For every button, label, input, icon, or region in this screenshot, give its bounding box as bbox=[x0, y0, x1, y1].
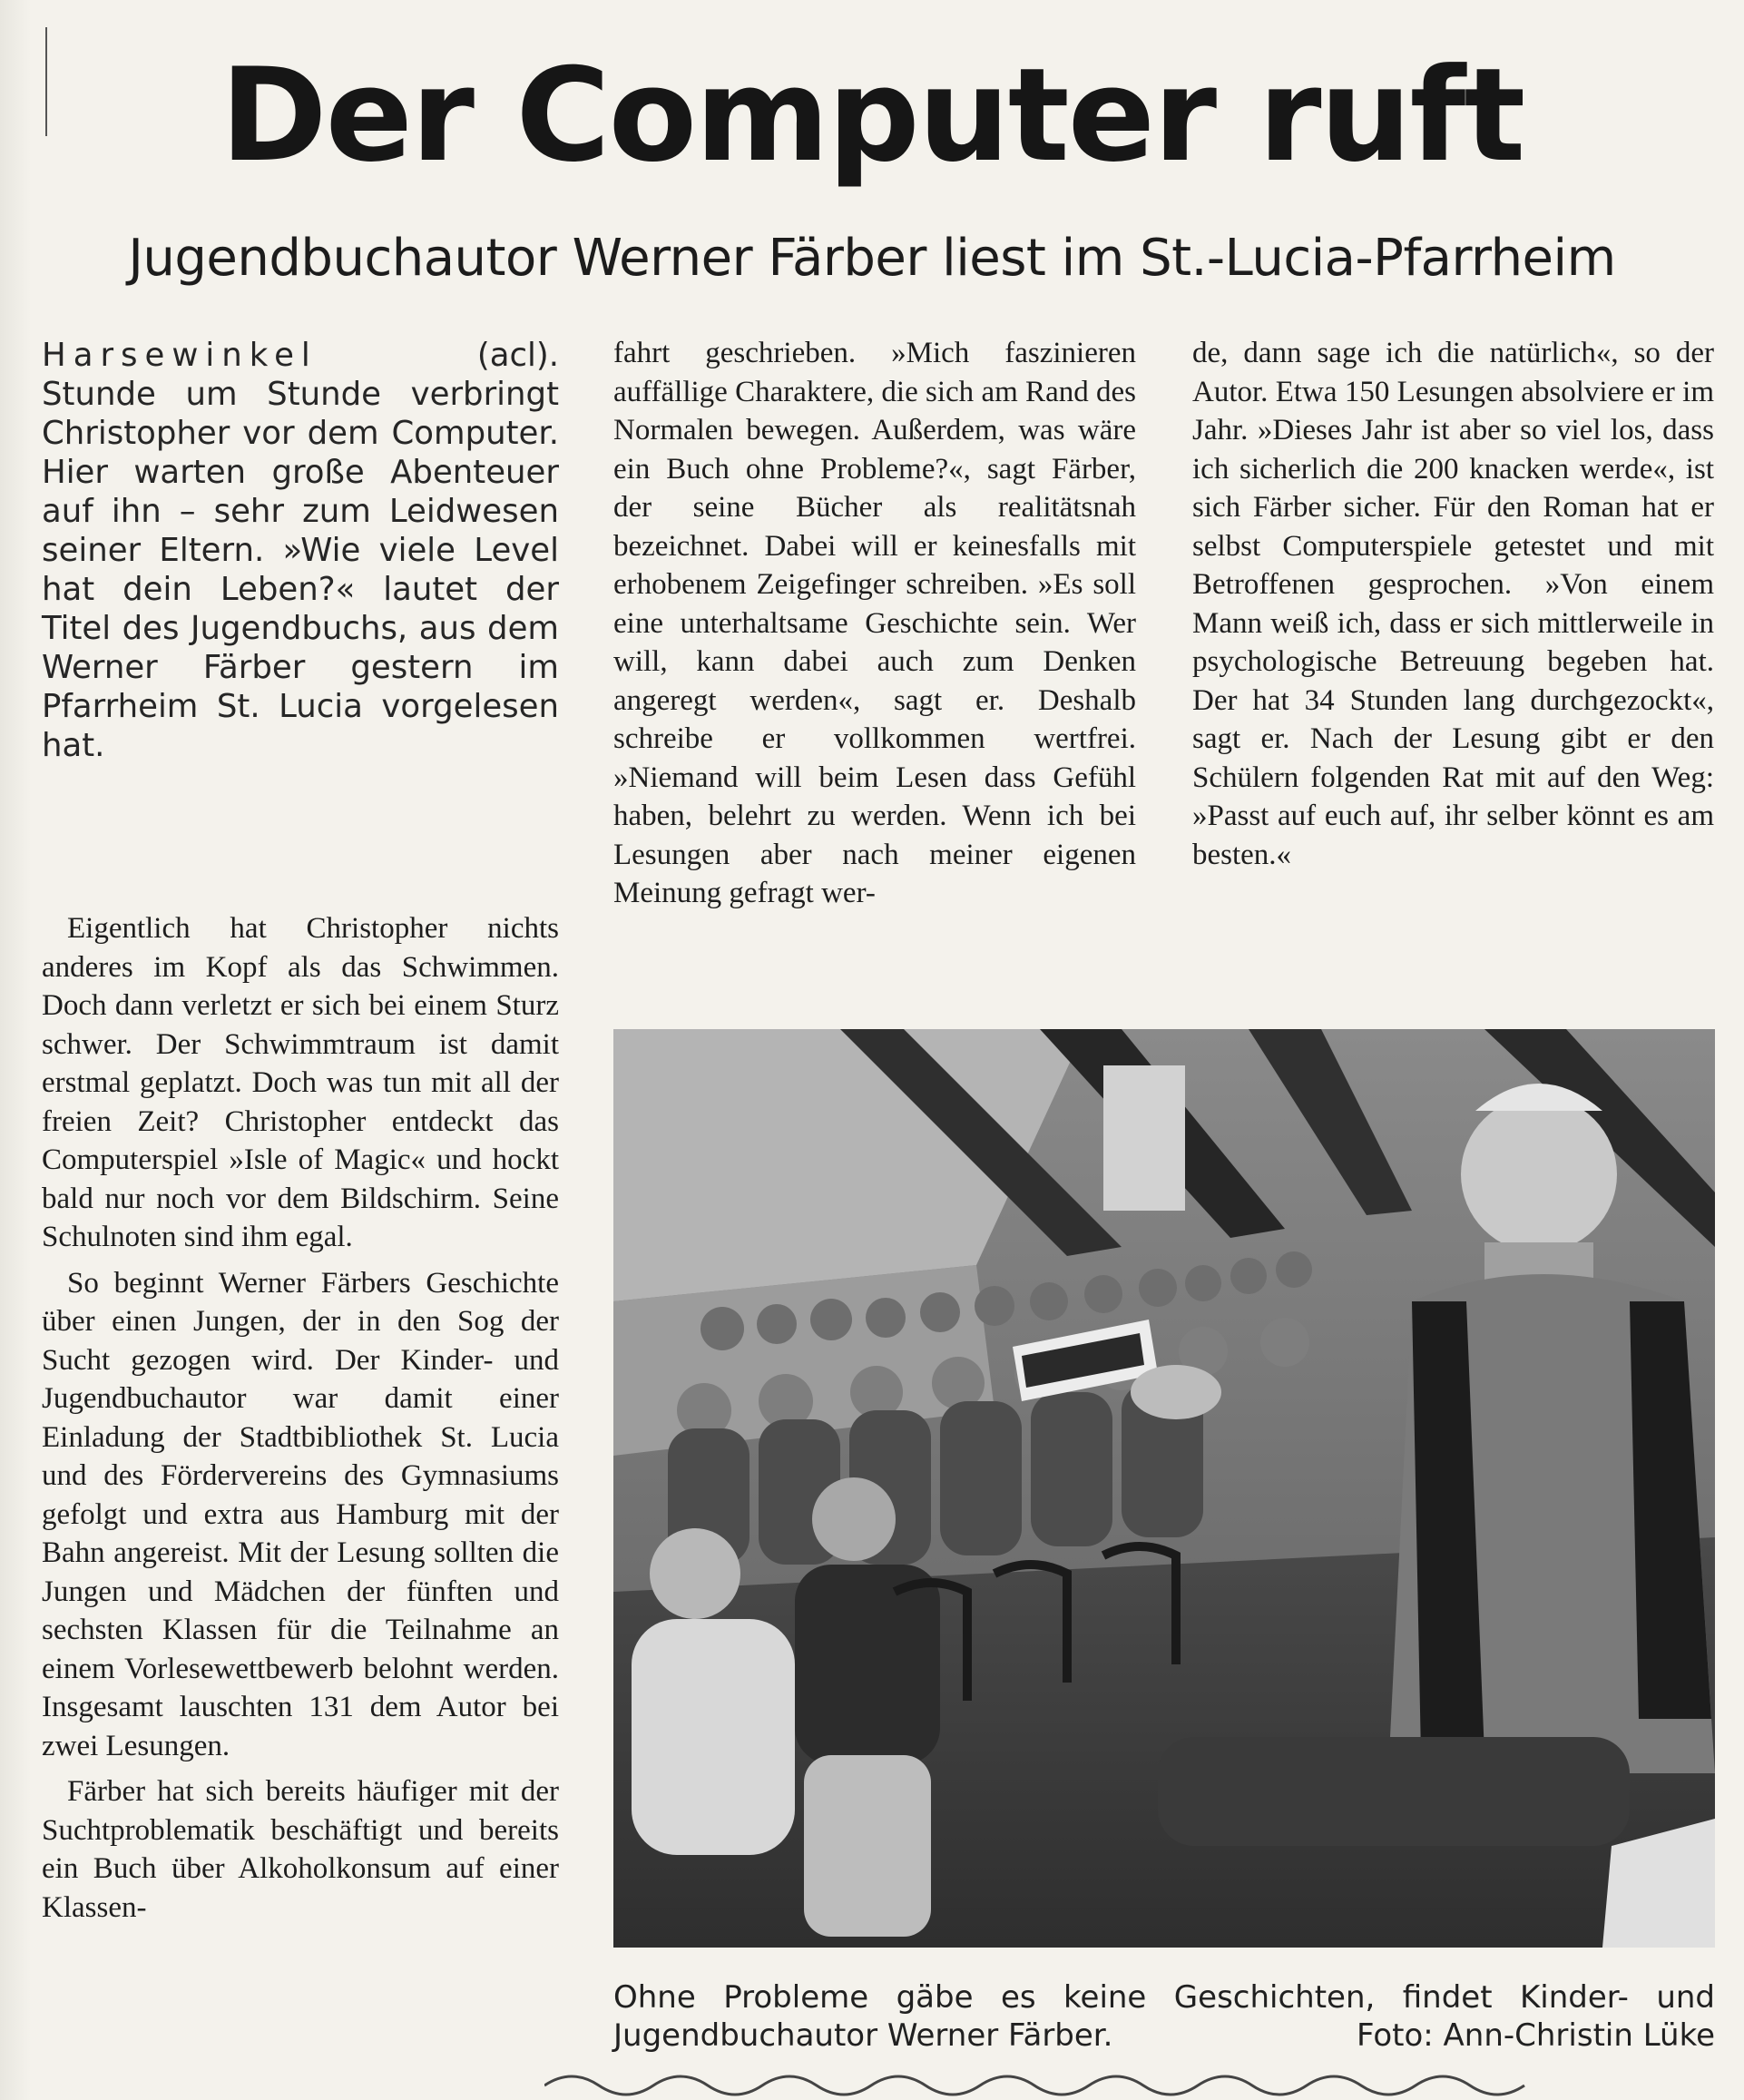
caption-text: Jugendbuchautor Werner Färber. bbox=[613, 2017, 1113, 2054]
dateline: Harsewinkel bbox=[42, 337, 318, 374]
column-1-body bbox=[42, 909, 559, 1927]
body-paragraph: Färber hat sich bereits häufiger mit der Suchtproblematik beschäftigt und bereits ein Buch über Alkoholkonsum auf einer Klassen- bbox=[42, 1775, 559, 1924]
photo-caption bbox=[613, 1978, 1715, 2055]
author-tag: (acl). bbox=[476, 337, 559, 374]
handwritten-note-mark bbox=[544, 2058, 1543, 2100]
body-paragraph: So beginnt Werner Färbers Geschichte über einen Jungen, der in den Sog der Sucht gezogen wird. Der Kinder- und Jugendbuchautor war damit einer Einladung der Stadtbibliothek St. Lucia und des Fördervereins des Gymnasiums gefolgt und extra aus Hamburg mit der Bahn angereist. Mit der Lesung sollten die Jungen und Mädchen der fünften und sechsten Klassen für die Teilnahme an einem Vorlesewettbewerb belohnt werden. Insgesamt lauschten 131 dem Autor bei zwei Lesungen. bbox=[42, 1266, 559, 1762]
body-paragraph: Eigentlich hat Christopher nichts anderes im Kopf als das Schwimmen. Doch dann verletzt er sich bei einem Sturz schwer. Der Schwimmtraum ist damit erstmal geplatzt. Doch was tun mit all der freien Zeit? Christopher entdeckt das Computerspiel »Isle of Magic« und hockt bald nur noch vor dem Bildschirm. Seine Schulnoten sind ihm egal. bbox=[42, 912, 559, 1253]
caption-line-2 bbox=[613, 2017, 1715, 2055]
article-photo bbox=[613, 1029, 1715, 1948]
column-2-body bbox=[613, 334, 1136, 913]
page-edge bbox=[0, 0, 31, 2100]
column-3-body bbox=[1192, 334, 1714, 874]
headline: Der Computer ruft bbox=[220, 41, 1524, 191]
lead-text: Stunde um Stunde verbringt Christopher vor dem Computer. Hier warten große Abenteuer auf ihn – sehr zum Leidwesen seiner Eltern. »Wie viele Level hat dein Leben?« lautet der Titel des Jugendbuchs, aus dem Werner Färber gestern im Pfarrheim St. Lucia vorgelesen hat. bbox=[42, 376, 559, 764]
caption-line-1: Ohne Probleme gäbe es keine Geschichten, findet Kinder- und bbox=[613, 1979, 1715, 2016]
photo-illustration bbox=[613, 1029, 1715, 1948]
body-paragraph: fahrt geschrieben. »Mich faszinieren auffällige Charaktere, die sich am Rand des Normalen bewegen. Außerdem, was wäre ein Buch ohne Probleme?«, sagt Färber, der seine Bücher als realitätsnah bezeichnet. Dabei will er keinesfalls mit erhobenem Zeigefinger schreiben. »Es soll eine unterhaltsame Geschichte sein. Wer will, kann dabei auch zum Denken angeregt werden«, sagt er. Deshalb schreibe er vollkommen wertfrei. »Niemand will beim Lesen dass Gefühl haben, belehrt zu werden. Wenn ich bei Lesungen aber nach meiner eigenen Meinung gefragt wer- bbox=[613, 337, 1136, 909]
subheadline: Jugendbuchautor Werner Färber liest im St.-Lucia-Pfarrheim bbox=[128, 229, 1616, 288]
photo-credit: Foto: Ann-Christin Lüke bbox=[1356, 2017, 1715, 2054]
lead-paragraph bbox=[42, 336, 559, 765]
body-paragraph: de, dann sage ich die natürlich«, so der Autor. Etwa 150 Lesungen absolviere er im Jahr. »Dieses Jahr ist aber so viel los, dass ich sicherlich die 200 knacken werde«, ist sich Färber sicher. Für den Roman hat er selbst Computerspiele getestet und mit Betroffenen gesprochen. »Von einem Mann weiß ich, dass er sich mittlerweile in psychologische Betreuung begeben hat. Der hat 34 Stunden lang durchgezockt«, sagt er. Nach der Lesung gibt er den Schülern folgenden Rat mit auf den Weg: »Passt auf euch auf, ihr selber könnt es am besten.« bbox=[1192, 337, 1714, 871]
